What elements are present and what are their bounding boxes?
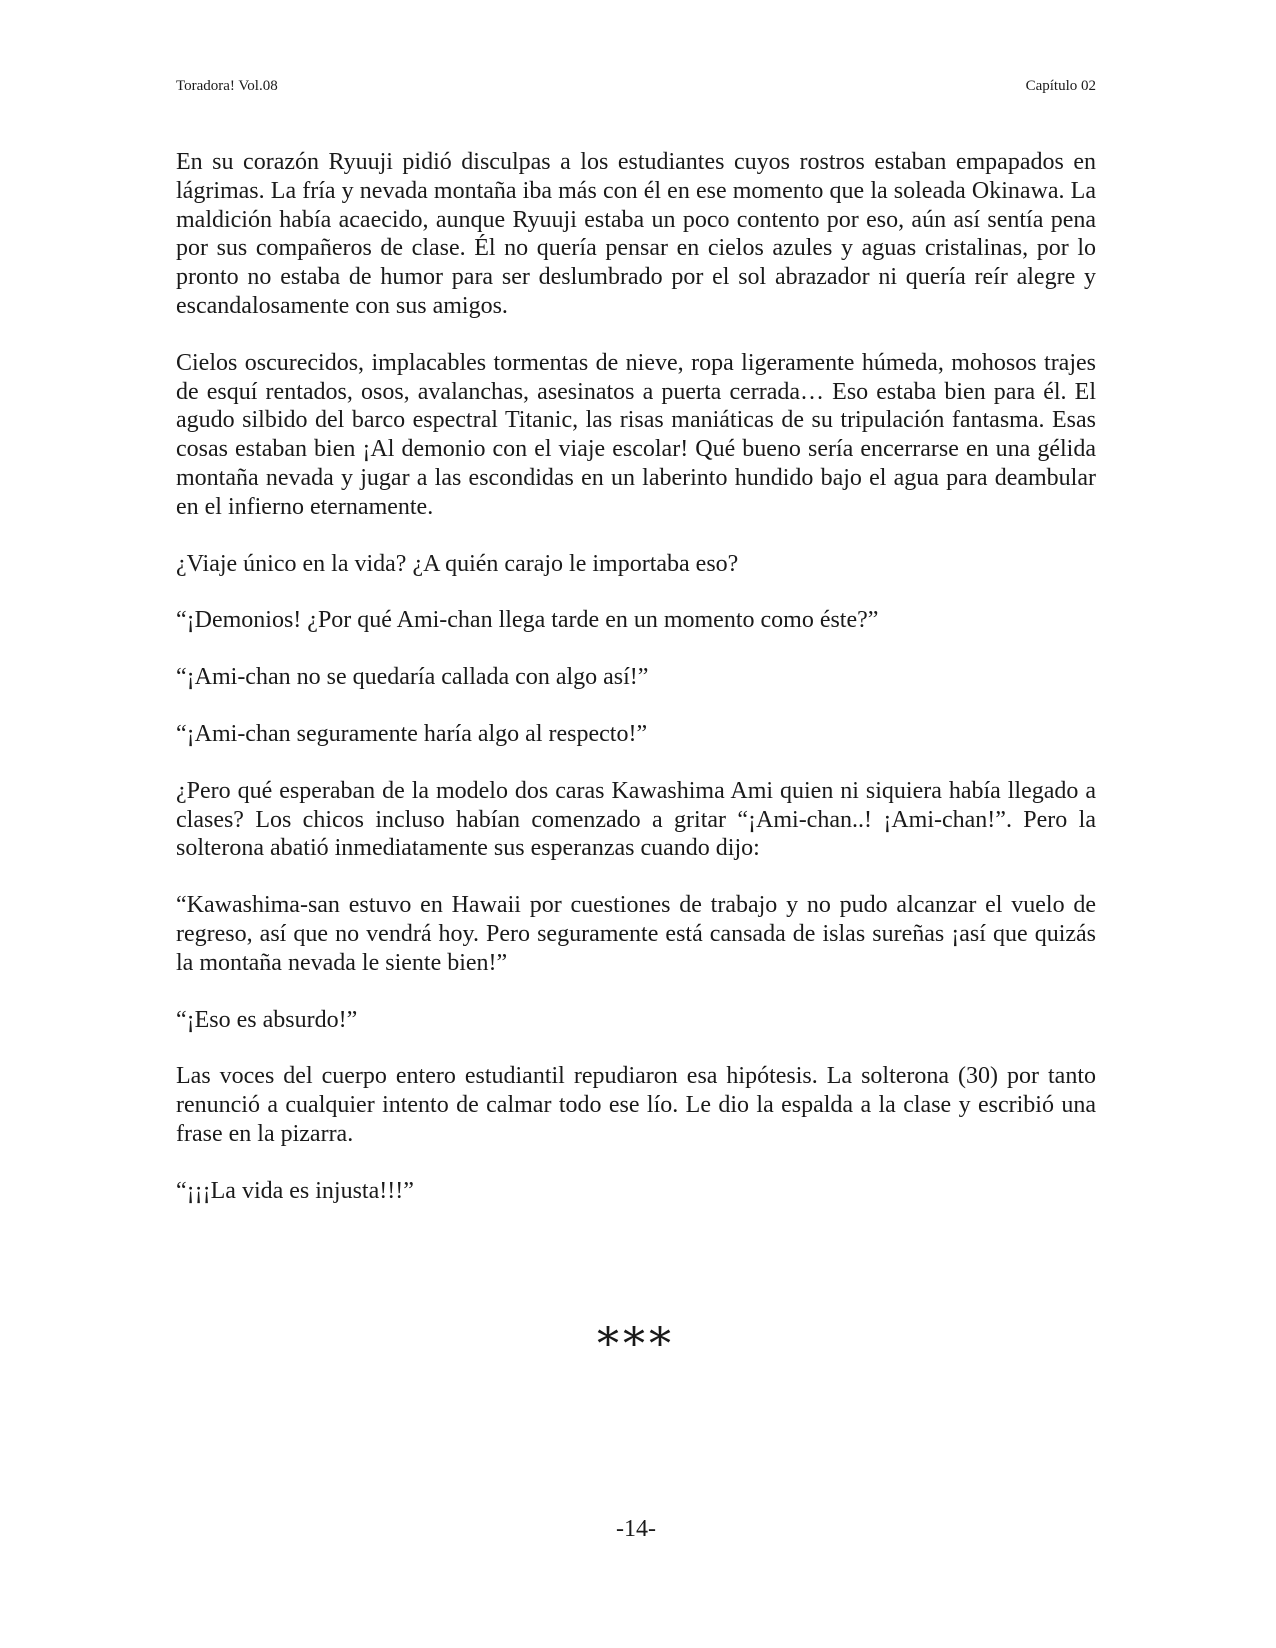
header-chapter: Capítulo 02 [1025, 78, 1096, 94]
dialogue-line-1: “¡Demonios! ¿Por qué Ami-chan llega tarde en un momento como éste?” [176, 607, 879, 634]
dialogue-line-5: “¡Eso es absurdo!” [176, 1006, 358, 1033]
dialogue-line-3: “¡Ami-chan seguramente haría algo al respecto!” [176, 720, 648, 747]
paragraph-4: ¿Pero qué esperaban de la modelo dos caras Kawashima Ami quien ni siquiera había llegado a clases? Los chicos incluso habían comenzado a gritar “¡Ami-chan..! ¡Ami-chan!”. Pero la solterona abatió inmediatamente sus esperanzas cuando dijo: [176, 777, 1096, 862]
paragraph-2: Cielos oscurecidos, implacables tormentas de nieve, ropa ligeramente húmeda, mohosos trajes de esquí rentados, osos, avalanchas, asesinatos a puerta cerrada… Eso estaba bien para él. El agudo silbido del barco espectral Titanic, las risas maniáticas de su tripulación fantasma. Esas cosas estaban bien ¡Al demonio con el viaje escolar! Qué bueno sería encerrarse en una gélida montaña nevada y jugar a las escondidas en un laberinto hundido bajo el agua para deambular en el infierno eternamente. [176, 349, 1096, 520]
dialogue-line-2: “¡Ami-chan no se quedaría callada con algo así!” [176, 664, 649, 691]
dialogue-line-6: “¡¡¡La vida es injusta!!!” [176, 1177, 414, 1204]
scene-break: *** [597, 1319, 675, 1370]
dialogue-line-4: “Kawashima-san estuvo en Hawaii por cuestiones de trabajo y no pudo alcanzar el vuelo de regreso, así que no vendrá hoy. Pero seguramente está cansada de islas sureñas ¡así que quizás la montaña nevada le siente bien!” [176, 892, 1096, 976]
body-text [176, 148, 1096, 1234]
header-book-title: Toradora! Vol.08 [176, 78, 278, 94]
paragraph-5: Las voces del cuerpo entero estudiantil repudiaron esa hipótesis. La solterona (30) por tanto renunció a cualquier intento de calmar todo ese lío. Le dio la espalda a la clase y escribió una frase en la pizarra. [176, 1063, 1096, 1147]
paragraph-3: ¿Viaje único en la vida? ¿A quién carajo le importaba eso? [176, 550, 739, 577]
running-header [176, 74, 1096, 98]
paragraph-1: En su corazón Ryuuji pidió disculpas a los estudiantes cuyos rostros estaban empapados en lágrimas. La fría y nevada montaña iba más con él en ese momento que la soleada Okinawa. La maldición había acaecido, aunque Ryuuji estaba un poco contento por eso, aún así sentía pena por sus compañeros de clase. Él no quería pensar en cielos azules y aguas cristalinas, por lo pronto no estaba de humor para ser deslumbrado por el sol abrazador ni quería reír alegre y escandalosamente con sus amigos. [176, 149, 1096, 319]
page-number: -14- [616, 1516, 656, 1542]
